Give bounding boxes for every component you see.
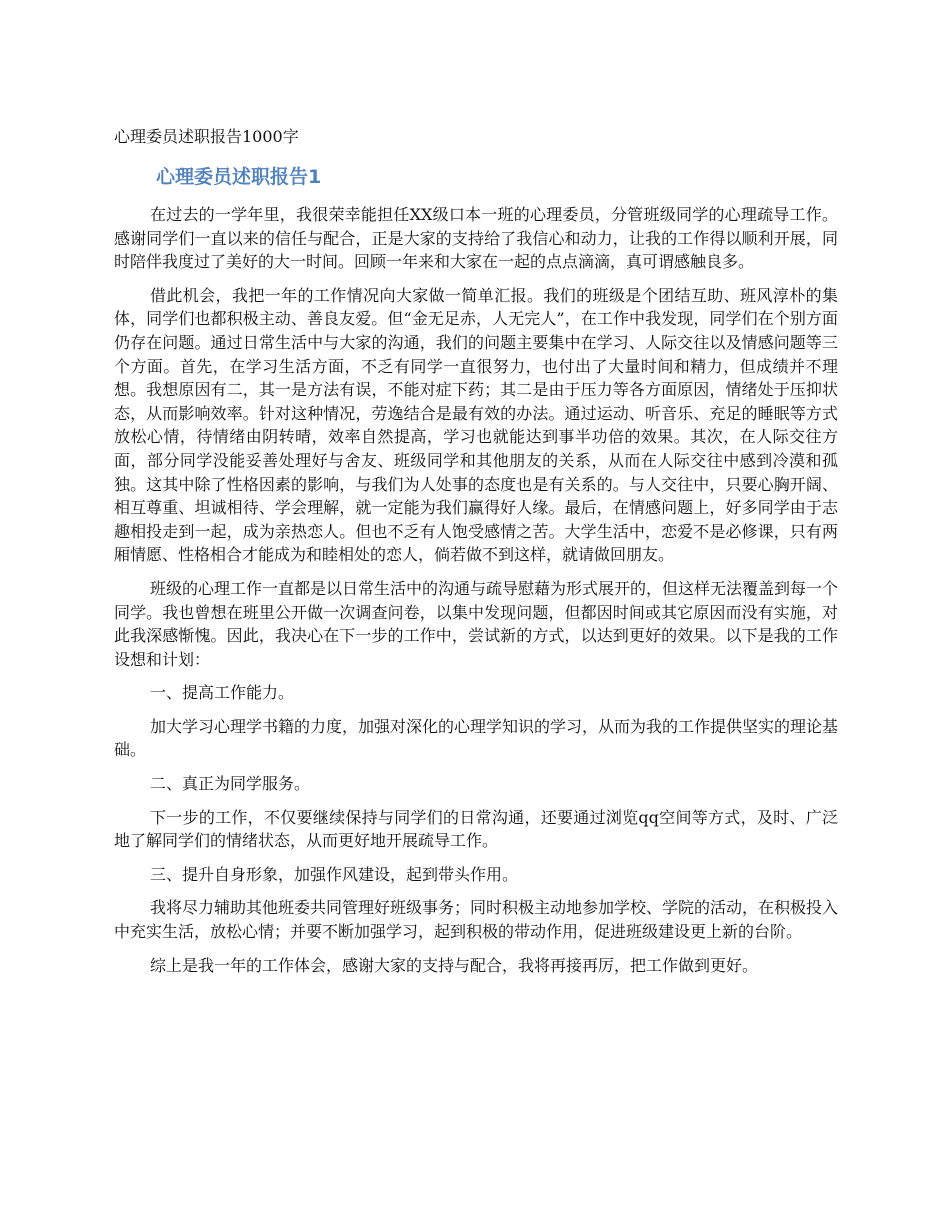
document-title: 心理委员述职报告1000字	[114, 127, 299, 146]
plan-item-3-text: 我将尽力辅助其他班委共同管理好班级事务；同时积极主动地参加学校、学院的活动，在积极投入中充实生活，放松心情；并要不断加强学习，起到积极的带动作用，促进班级建设更上新的台阶。	[114, 898, 839, 942]
paragraph-plan-intro: 班级的心理工作一直都是以日常生活中的沟通与疏导慰藉为形式展开的，但这样无法覆盖到每一个同学。我也曾想在班里公开做一次调查问卷，以集中发现问题，但都因时间或其它原因而没有实施，对此我深感惭愧。因此，我决心在下一步的工作中，尝试新的方式，以达到更好的效果。以下是我的工作设想和计划：	[114, 578, 839, 669]
plan-item-1-text: 加大学习心理学书籍的力度，加强对深化的心理学知识的学习，从而为我的工作提供坚实的理论基础。	[114, 716, 839, 760]
paragraph-summary: 借此机会，我把一年的工作情况向大家做一简单汇报。我们的班级是个团结互助、班风淳朴的集体，同学们也都积极主动、善良友爱。但“金无足赤，人无完人”，在工作中我发现，同学们在个别方面仍存在问题。通过日常生活中与大家的沟通，我们的问题主要集中在学习、人际交往以及情感问题等三个方面。首先，在学习生活方面，不乏有同学一直很努力，也付出了大量时间和精力，但成绩并不理想。我想原因有二，其一是方法有误，不能对症下药；其二是由于压力等各方面原因，情绪处于压抑状态，从而影响效率。针对这种情况，劳逸结合是最有效的办法。通过运动、听音乐、充足的睡眠等方式放松心情，待情绪由阴转晴，效率自然提高，学习也就能达到事半功倍的效果。其次，在人际交往方面，部分同学没能妥善处理好与舍友、班级同学和其他朋友的关系，从而在人际交往中感到冷漠和孤独。这其中除了性格因素的影响，与我们为人处事的态度也是有关系的。与人交往中，只要心胸开阔、相互尊重、坦诚相待、学会理解，就一定能为我们赢得好人缘。最后，在情感问题上，好多同学由于志趣相投走到一起，成为亲热恋人。但也不乏有人饱受感情之苦。大学生活中，恋爱不是必修课，只有两厢情愿、性格相合才能成为和睦相处的恋人，倘若做不到这样，就请做回朋友。	[114, 285, 838, 565]
document-body	[114, 203, 838, 987]
section-heading: 心理委员述职报告1	[156, 166, 322, 188]
plan-item-1-heading: 一、提高工作能力。	[150, 683, 295, 703]
plan-item-3-heading: 三、提升自身形象，加强作风建设，起到带头作用。	[150, 864, 519, 884]
paragraph-conclusion: 综上是我一年的工作体会，感谢大家的支持与配合，我将再接再厉，把工作做到更好。	[150, 955, 759, 975]
paragraph-intro: 在过去的一学年里，我很荣幸能担任XX级口本一班的心理委员，分管班级同学的心理疏导工作。感谢同学们一直以来的信任与配合，正是大家的支持给了我信心和动力，让我的工作得以顺利开展，同时陪伴我度过了美好的大一时间。回顾一年来和大家在一起的点点滴滴，真可谓感触良多。	[114, 205, 838, 272]
plan-item-2-text: 下一步的工作，不仅要继续保持与同学们的日常沟通，还要通过浏览qq空间等方式，及时、广泛地了解同学们的情绪状态，从而更好地开展疏导工作。	[114, 807, 838, 851]
plan-item-2-heading: 二、真正为同学服务。	[150, 774, 311, 794]
